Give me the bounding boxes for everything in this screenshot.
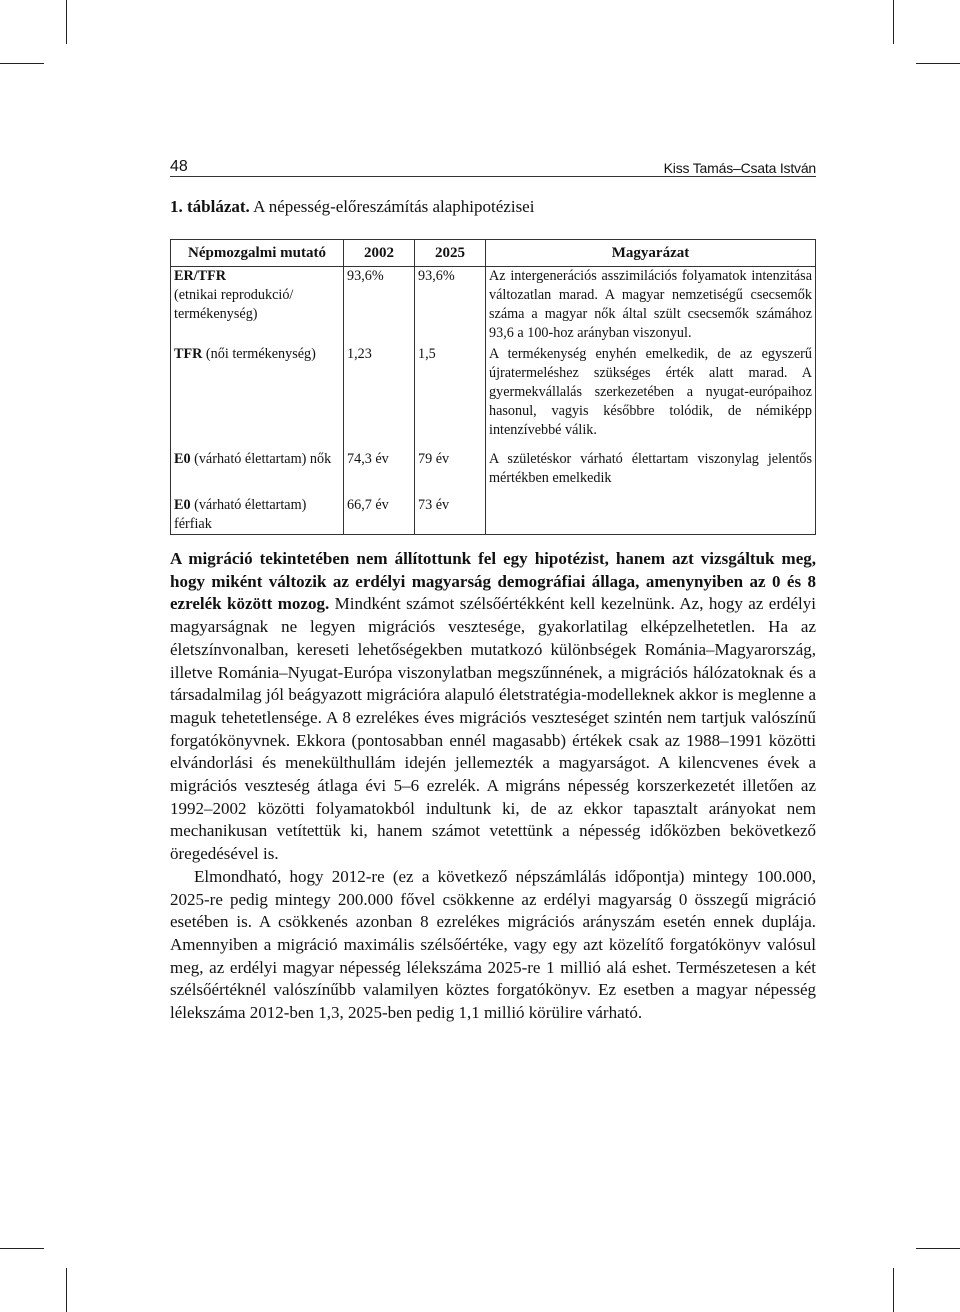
indicator-code: E0 xyxy=(174,451,191,467)
crop-mark xyxy=(66,1268,67,1312)
crop-mark xyxy=(0,1248,44,1249)
indicator-desc: (várható élettartam) férfiak xyxy=(174,497,307,532)
running-title: Kiss Tamás–Csata István xyxy=(663,160,816,176)
indicator-cell xyxy=(171,448,344,496)
body-text xyxy=(170,548,816,1025)
explanation-cell: A születéskor várható élettartam viszonylag jelentős mértékben emelkedik xyxy=(486,448,816,496)
crop-mark xyxy=(893,0,894,44)
indicator-desc: (etnikai reprodukció/ termékenység) xyxy=(174,287,294,322)
column-header: 2002 xyxy=(344,240,415,267)
table-header-row xyxy=(171,240,816,267)
table-caption-title: A népesség-előreszámítás alaphipotézisei xyxy=(253,197,535,216)
table-row xyxy=(171,496,816,535)
value-2025: 79 év xyxy=(415,448,486,496)
indicator-code: E0 xyxy=(174,497,191,513)
value-2002: 66,7 év xyxy=(344,496,415,535)
indicator-desc: (várható élettartam) nők xyxy=(194,451,332,467)
crop-mark xyxy=(916,1248,960,1249)
running-header xyxy=(170,150,816,177)
column-header: Népmozgalmi mutató xyxy=(171,240,344,267)
indicator-cell xyxy=(171,267,344,344)
indicator-cell xyxy=(171,496,344,535)
paragraph-text: Mindként számot szélsőértékként kell kezelnünk. Az, hogy az erdélyi magyarságnak ne legyen migrációs vesztesége, gyakorlatilag elképzelhetetlen. Ha az életszínvonalban, kereseti lehetőségekben mutatkozó különbségek Románia–Magyarország, illetve Románia–Nyugat-Európa viszonylatban megszűnnének, a migrációs hálózatoknak és a társadalmilag jól beágyazott migrációra alapuló életstratégia-modelleknek akkor is meglenne a maguk tehetetlensége. A 8 ezrelékes éves migrációs veszteséget szintén nem tartjuk valószínű forgatókönyvnek. Ekkora (pontosabban ennél magasabb) értékek csak az 1988–1991 közötti elvándorlási és menekülthullám idején jellemezték a magyarságot. A kilencvenes évek a migrációs veszteség átlaga évi 5–6 ezrelék. A migráns népesség korszerkezetét illetően az 1992–2002 közötti folyamatokból indultunk ki, de az ekkor tapasztalt arányokat nem mechanikusan vetítettük ki, hanem számot vetettünk a népesség időközben bekövetkező öregedésével is. xyxy=(170,594,816,864)
table-row xyxy=(171,267,816,344)
explanation-cell: Az intergenerációs asszimilációs folyamatok intenzitása változatlan marad. A magyar nemzetiségű csecsemők száma a magyar nők által szült csecsemők számához 93,6 a 100-hoz arányban viszonyul. xyxy=(486,267,816,344)
value-2025: 1,5 xyxy=(415,343,486,448)
crop-mark xyxy=(66,0,67,44)
column-header: Magyarázat xyxy=(486,240,816,267)
indicator-cell xyxy=(171,343,344,448)
table-row xyxy=(171,343,816,448)
value-2002: 74,3 év xyxy=(344,448,415,496)
crop-mark xyxy=(893,1268,894,1312)
page-number: 48 xyxy=(170,158,188,175)
page-content xyxy=(170,150,816,535)
table-row xyxy=(171,448,816,496)
value-2002: 93,6% xyxy=(344,267,415,344)
indicator-code: ER/TFR xyxy=(174,268,227,284)
table-caption-label: 1. táblázat. xyxy=(170,197,250,216)
value-2025: 93,6% xyxy=(415,267,486,344)
paragraph-bold-lead: A migráció tekintetében nem állítottunk fel egy hipotézist, hanem azt vizsgáltuk meg, hogy miként változik az erdélyi magyarság demográfiai állaga, amenynyiben az 0 és 8 ezrelék között mozog. xyxy=(170,549,816,614)
value-2002: 1,23 xyxy=(344,343,415,448)
paragraph: Elmondható, hogy 2012-re (ez a következő népszámlálás időpontja) mintegy 100.000, 2025-re pedig mintegy 200.000 fővel csökkenne az erdélyi magyarság 0 összegű migráció esetében is. A csökkenés azonban 8 ezrelékes migrációs arányszám esetén ennek duplája. Amennyiben a migráció maximális szélsőértéke, vagy egy azt közelítő forgatókönyv valósul meg, az erdélyi magyar népesség lélekszáma 2025-re 1 millió alá eshet. Természetesen a két szélsőértéknél valószínűbb valamilyen köztes forgatókönyv. Ez esetben a magyar népesség lélekszáma 2012-ben 1,3, 2025-ben pedig 1,1 millió körülire várható. xyxy=(170,866,816,1023)
explanation-cell xyxy=(486,496,816,535)
column-header: 2025 xyxy=(415,240,486,267)
explanation-cell: A termékenység enyhén emelkedik, de az egyszerű újratermeléshez szükséges érték alatt marad. A gyermekvállalás szerkezetében a nyugat-európaihoz hasonul, vagyis későbbre tolódik, de némiképp intenzívebbé válik. xyxy=(486,343,816,448)
indicator-desc: (női termékenység) xyxy=(205,346,316,362)
value-2025: 73 év xyxy=(415,496,486,535)
paragraph xyxy=(170,548,816,866)
crop-mark xyxy=(916,63,960,64)
assumptions-table xyxy=(170,239,816,535)
table-caption xyxy=(170,197,816,221)
indicator-code: TFR xyxy=(174,346,203,362)
crop-mark xyxy=(0,63,44,64)
